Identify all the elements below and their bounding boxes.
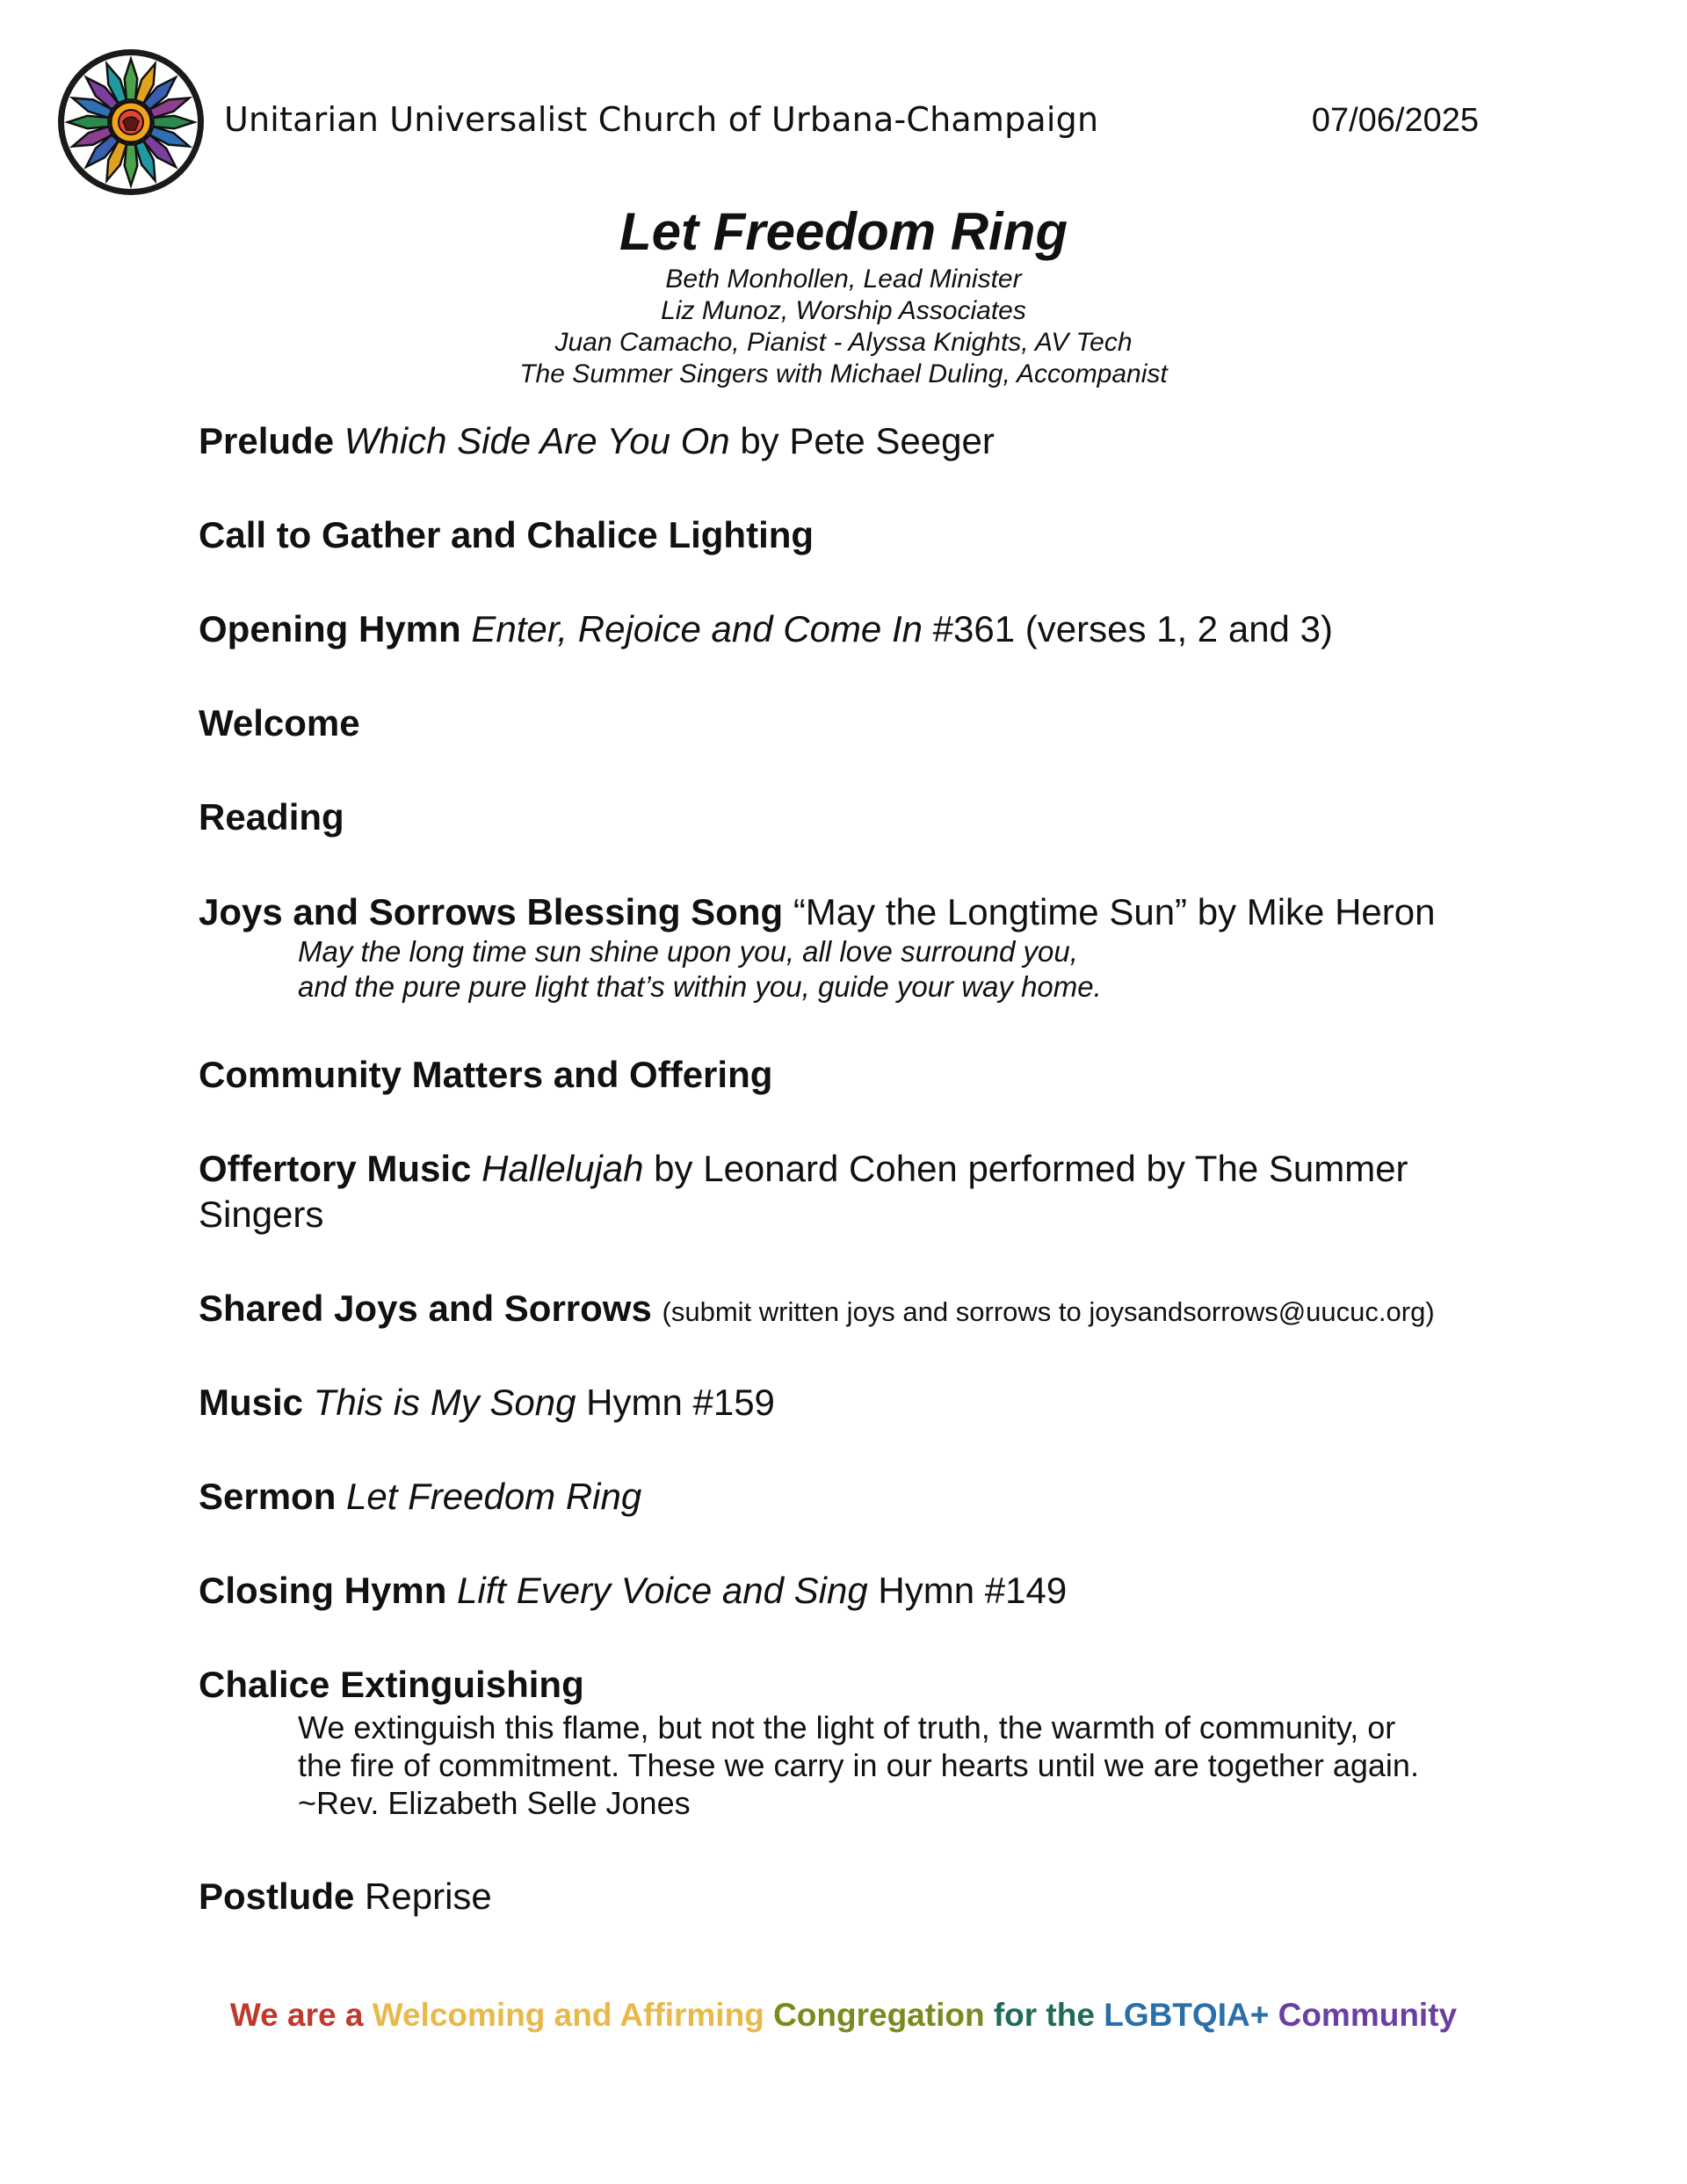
footer-segment: LGBTQIA+ (1104, 1997, 1278, 2033)
credit-pianist-av: Juan Camacho, Pianist - Alyssa Knights, AV Tech (554, 328, 1133, 357)
welcoming-congregation-banner (0, 1997, 1687, 2034)
item-piece: Let Freedom Ring (346, 1476, 642, 1517)
footer-segment: Community (1278, 1997, 1458, 2033)
blessing-lyric-line: and the pure pure light that’s within you, guide your way home. (298, 970, 1102, 1003)
item-label: Joys and Sorrows Blessing Song (199, 891, 784, 932)
item-detail: Reprise (354, 1876, 492, 1917)
church-logo-icon (54, 46, 207, 199)
extinguishing-attribution: ~Rev. Elizabeth Selle Jones (298, 1785, 691, 1821)
service-title: Let Freedom Ring (619, 202, 1068, 261)
order-item-chalice-extinguishing (199, 1662, 1490, 1708)
order-item-opening-hymn (199, 606, 1490, 652)
item-label: Welcome (199, 702, 360, 744)
footer-segment: Welcoming and Affirming (372, 1997, 774, 2033)
order-item-postlude (199, 1874, 1490, 1919)
item-label: Shared Joys and Sorrows (199, 1288, 652, 1329)
item-label: Sermon (199, 1476, 337, 1517)
extinguishing-line: We extinguish this flame, but not the light of truth, the warmth of community, or (298, 1709, 1396, 1745)
item-label: Call to Gather and Chalice Lighting (199, 514, 815, 555)
blessing-lyric-line: May the long time sun shine upon you, all love surround you, (298, 935, 1078, 968)
item-detail: by Pete Seeger (729, 420, 995, 461)
item-detail: by Leonard Cohen performed by The Summer Singers (199, 1148, 1408, 1235)
item-label: Reading (199, 796, 344, 838)
item-label: Postlude (199, 1876, 355, 1917)
item-label: Music (199, 1382, 304, 1423)
credit-summer-singers: The Summer Singers with Michael Duling, Accompanist (519, 359, 1168, 388)
item-piece: Hallelujah (481, 1148, 644, 1189)
extinguishing-line: the fire of commitment. These we carry in our hearts until we are together again. (298, 1747, 1419, 1783)
footer-segment: Congregation (773, 1997, 994, 2033)
title-block (0, 200, 1687, 390)
order-item-sermon (199, 1474, 1490, 1520)
credit-lead-minister: Beth Monhollen, Lead Minister (665, 265, 1022, 294)
item-detail: Hymn #149 (867, 1570, 1068, 1611)
footer-segment: We are a (229, 1997, 373, 2033)
item-label: Opening Hymn (199, 608, 461, 649)
order-item-welcome (199, 700, 1490, 746)
item-piece: Enter, Rejoice and Come In (471, 608, 923, 649)
item-note: (submit written joys and sorrows to joysandsorrows@uucuc.org) (662, 1296, 1435, 1327)
order-item-joys-blessing (199, 889, 1490, 935)
order-item-offertory-music (199, 1146, 1490, 1237)
service-date: 07/06/2025 (1311, 102, 1479, 139)
footer-segment: for the (993, 1997, 1104, 2033)
item-piece: This is My Song (313, 1382, 576, 1423)
item-piece: Lift Every Voice and Sing (457, 1570, 868, 1611)
item-detail: “May the Longtime Sun” by Mike Heron (783, 891, 1436, 932)
order-item-community-matters (199, 1052, 1490, 1098)
order-item-music (199, 1380, 1490, 1426)
item-detail: #361 (verses 1, 2 and 3) (922, 608, 1333, 649)
item-label: Prelude (199, 420, 335, 461)
order-item-call-to-gather (199, 512, 1490, 558)
item-label: Community Matters and Offering (199, 1054, 773, 1095)
order-item-shared-joys (199, 1286, 1490, 1335)
church-name: Unitarian Universalist Church of Urbana-Champaign (224, 100, 1099, 139)
item-detail: Hymn #159 (576, 1382, 775, 1423)
order-item-prelude (199, 418, 1490, 464)
item-label: Chalice Extinguishing (199, 1664, 584, 1705)
item-label: Closing Hymn (199, 1570, 447, 1611)
order-item-closing-hymn (199, 1568, 1490, 1614)
order-item-reading (199, 795, 1490, 840)
item-label: Offertory Music (199, 1148, 472, 1189)
item-piece: Which Side Are You On (344, 420, 730, 461)
credit-worship-associates: Liz Munoz, Worship Associates (661, 296, 1026, 325)
